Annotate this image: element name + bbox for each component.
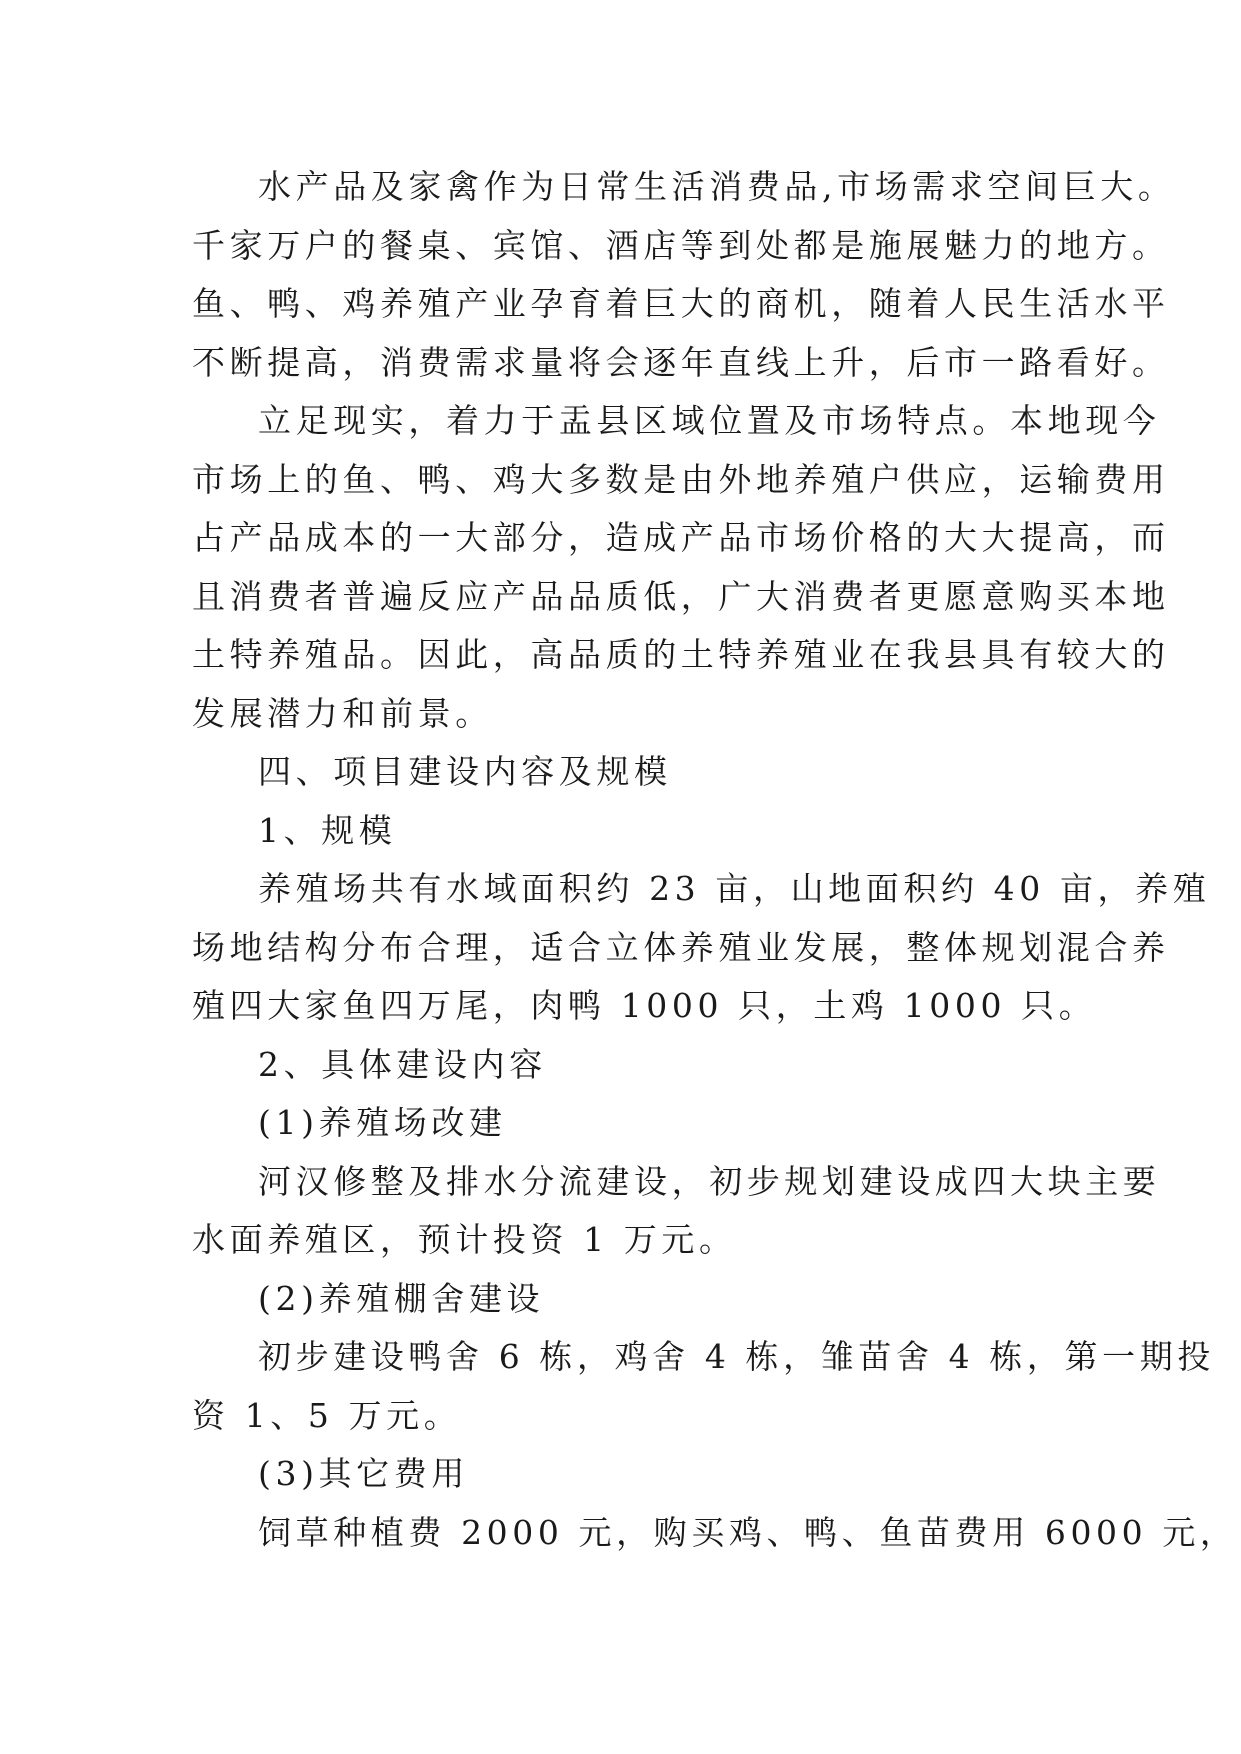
text-line: 水面养殖区，预计投资 1 万元。: [192, 1220, 737, 1259]
text-line: 千家万户的餐桌、宾馆、酒店等到处都是施展魅力的地方。: [192, 225, 1170, 265]
item-heading: (2)养殖棚舍建设: [258, 1278, 545, 1318]
item-heading: (3)其它费用: [258, 1454, 469, 1493]
text-line: 养殖场共有水域面积约 23 亩，山地面积约 40 亩，养殖: [258, 869, 1211, 908]
text-line: 初步建设鸭舍 6 栋，鸡舍 4 栋，雏苗舍 4 栋，第一期投: [258, 1337, 1215, 1376]
text-line: 资 1、5 万元。: [192, 1395, 462, 1435]
text-line: 占产品成本的一大部分，造成产品市场价格的大大提高，而: [192, 518, 1170, 557]
section-heading: 四、项目建设内容及规模: [258, 752, 672, 791]
text-line: 不断提高，消费需求量将会逐年直线上升，后市一路看好。: [192, 342, 1170, 382]
subsection-heading: 1、规模: [258, 810, 397, 850]
text-line: 土特养殖品。因此，高品质的土特养殖业在我县具有较大的: [192, 635, 1170, 674]
text-line: 鱼、鸭、鸡养殖产业孕育着巨大的商机，随着人民生活水平: [192, 284, 1170, 323]
text-line: 且消费者普遍反应产品品质低，广大消费者更愿意购买本地: [192, 576, 1170, 616]
document-body: [192, 158, 1238, 1562]
text-line: 场地结构分布合理，适合立体养殖业发展，整体规划混合养: [192, 927, 1170, 967]
text-line: 水产品及家禽作为日常生活消费品,市场需求空间巨大。: [258, 167, 1176, 206]
text-line: 饲草种植费 2000 元，购买鸡、鸭、鱼苗费用 6000 元，: [258, 1512, 1238, 1552]
text-line: 发展潜力和前景。: [192, 693, 493, 733]
text-line: 市场上的鱼、鸭、鸡大多数是由外地养殖户供应，运输费用: [192, 459, 1170, 499]
text-line: 立足现实，着力于盂县区域位置及市场特点。本地现今: [258, 401, 1161, 440]
subsection-heading: 2、具体建设内容: [258, 1044, 547, 1084]
text-line: 河汉修整及排水分流建设，初步规划建设成四大块主要: [258, 1161, 1161, 1201]
item-heading: (1)养殖场改建: [258, 1103, 507, 1142]
text-line: 殖四大家鱼四万尾，肉鸭 1000 只，土鸡 1000 只。: [192, 986, 1097, 1025]
